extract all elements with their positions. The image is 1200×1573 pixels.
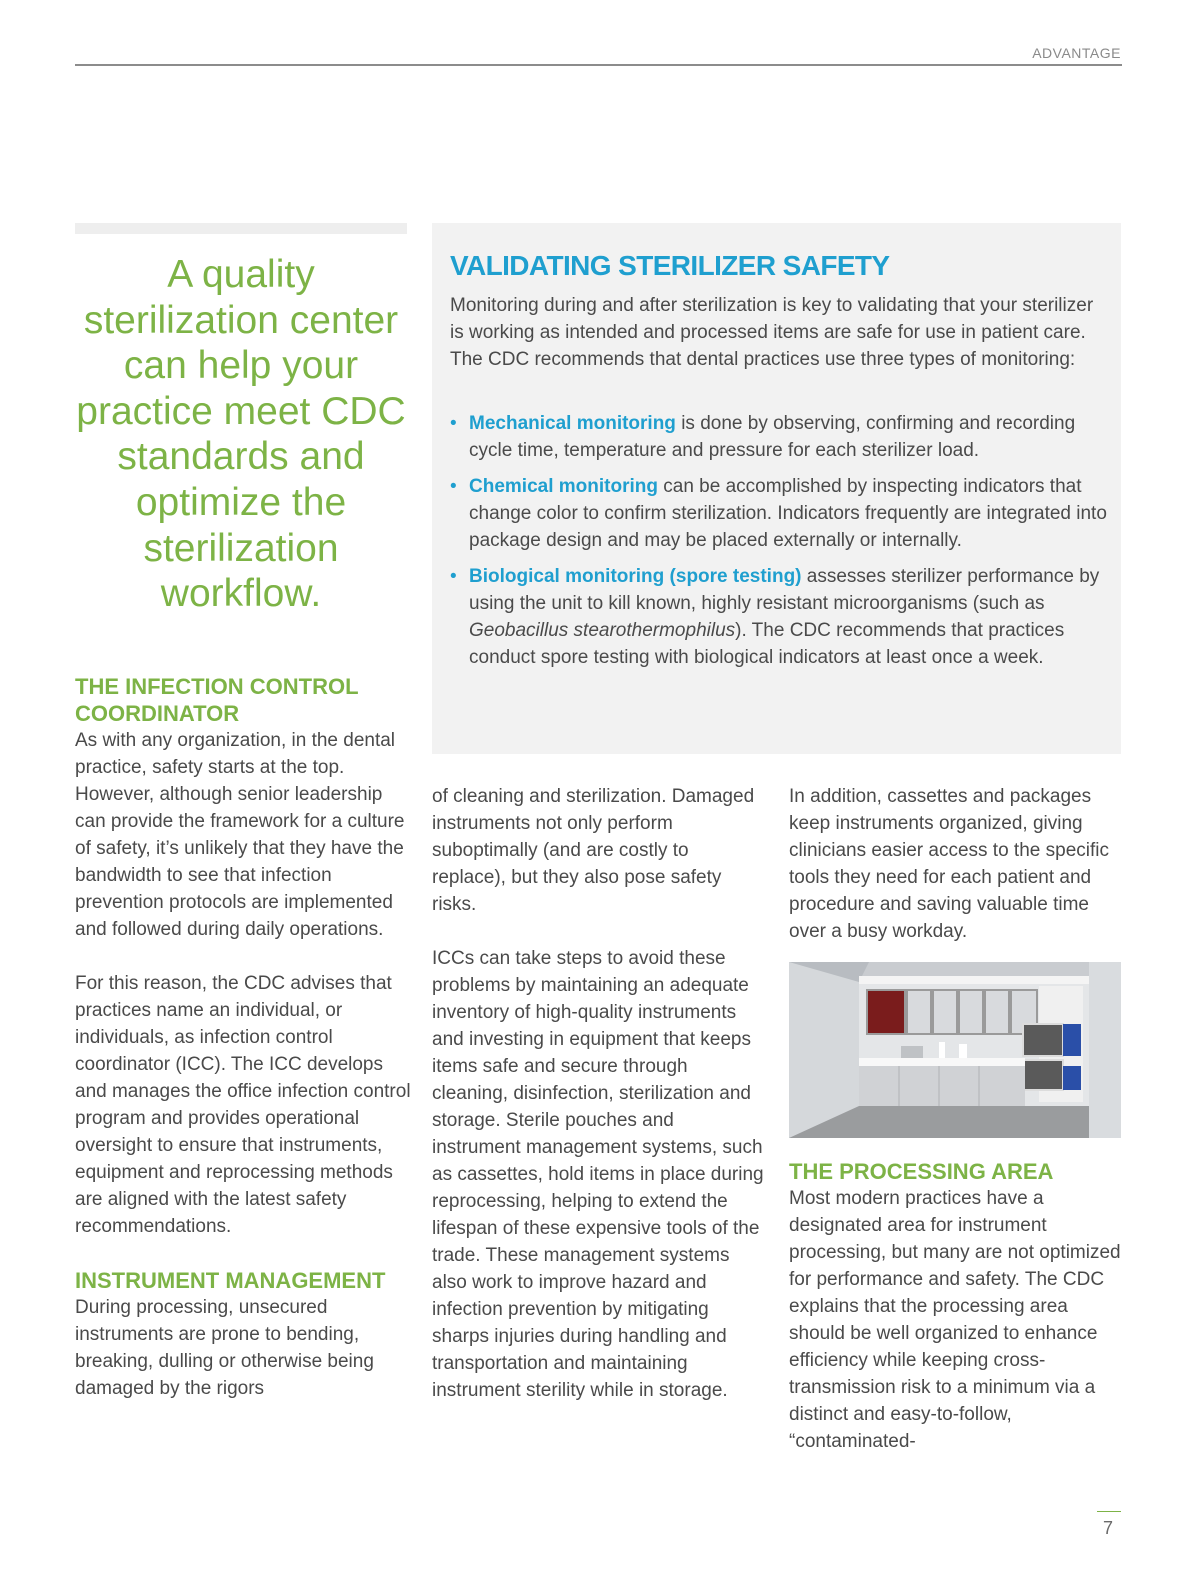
header-divider xyxy=(75,64,1122,66)
pull-quote: A quality sterilization center can help your practice meet CDC standards and optimize the sterilization workflow. xyxy=(76,253,406,616)
bullet-term: Mechanical monitoring xyxy=(469,413,676,434)
monitoring-list xyxy=(450,410,1112,680)
page-number: 7 xyxy=(1103,1518,1114,1538)
column-1 xyxy=(75,673,411,1402)
paragraph-spacer xyxy=(432,918,764,945)
column-3-bottom xyxy=(789,1158,1123,1455)
running-header: ADVANTAGE xyxy=(1032,45,1121,61)
bullet-icon: • xyxy=(450,413,457,434)
species-name: Geobacillus stearothermophilus xyxy=(469,620,736,641)
body-paragraph: In addition, cassettes and packages keep instruments organized, giving clinicians easier access to the specific tools they need for each patient and procedure and saving valuable time over a busy workday. xyxy=(789,786,1109,942)
body-paragraph: Most modern practices have a designated area for instrument processing, but many are not optimized for performance and safety. The CDC explains that the processing area should be well organized to enhance efficiency while keeping cross-transmission risk to a minimum via a distinct and easy-to-follow, “contaminated- xyxy=(789,1188,1121,1452)
callout-title: VALIDATING STERILIZER SAFETY xyxy=(450,250,890,281)
column-3-top xyxy=(789,783,1123,945)
bullet-icon: • xyxy=(450,476,457,497)
body-paragraph: For this reason, the CDC advises that practices name an individual, or individuals, as infection control coordinator (ICC). The ICC develops and manages the office infection control program and provides operational oversight to ensure that instruments, equipment and reprocessing methods are aligned with the latest safety recommendations. xyxy=(75,973,411,1237)
column-2 xyxy=(432,783,764,1404)
bullet-text: ). The CDC recommends that practices conduct spore testing with biological indicators at least once a week. xyxy=(469,620,1065,668)
processing-area-photo xyxy=(789,962,1121,1138)
bullet-text: is done by observing, confirming and recording cycle time, temperature and pressure for each sterilizer load. xyxy=(469,413,1076,461)
sterilizer-safety-callout xyxy=(432,223,1121,754)
callout-intro: Monitoring during and after sterilization is key to validating that your sterilizer is working as intended and processed items are safe for use in patient care. The CDC recommends that dental practices use three types of monitoring: xyxy=(450,295,1094,370)
bullet-text: assesses sterilizer performance by using the unit to kill known, highly resistant microorganisms (such as xyxy=(469,566,1100,614)
heading-processing-area: THE PROCESSING AREA xyxy=(789,1159,1054,1184)
list-item xyxy=(450,473,1112,554)
body-paragraph: During processing, unsecured instruments are prone to bending, breaking, dulling or otherwise being damaged by the rigors xyxy=(75,1297,374,1399)
paragraph-spacer xyxy=(75,943,411,970)
bullet-text: can be accomplished by inspecting indicators that change color to confirm sterilization. Indicators frequently are integrated into package design and may be placed externally or internally. xyxy=(469,476,1107,551)
section-spacer xyxy=(75,1240,411,1267)
heading-infection-control-coordinator: THE INFECTION CONTROL COORDINATOR xyxy=(75,674,359,726)
pull-quote-bar xyxy=(75,223,407,234)
bullet-term: Biological monitoring (spore testing) xyxy=(469,566,802,587)
list-item xyxy=(450,410,1112,464)
processing-room-illustration xyxy=(789,962,1121,1138)
body-paragraph: of cleaning and sterilization. Damaged instruments not only perform suboptimally (and are costly to replace), but they also pose safety risks. xyxy=(432,786,755,915)
page-number-rule xyxy=(1097,1511,1121,1512)
heading-instrument-management: INSTRUMENT MANAGEMENT xyxy=(75,1268,386,1293)
bullet-icon: • xyxy=(450,566,457,587)
bullet-term: Chemical monitoring xyxy=(469,476,658,497)
body-paragraph: As with any organization, in the dental practice, safety starts at the top. However, although senior leadership can provide the framework for a culture of safety, it’s unlikely that they have the bandwidth to see that infection prevention protocols are implemented and followed during daily operations. xyxy=(75,730,405,940)
body-paragraph: ICCs can take steps to avoid these problems by maintaining an adequate inventory of high-quality instruments and investing in equipment that keeps items safe and secure through cleaning, disinfection, sterilization and storage. Sterile pouches and instrument management systems, such as cassettes, hold items in place during reprocessing, helping to extend the lifespan of these expensive tools of the trade. These management systems also work to improve hazard and infection prevention by mitigating sharps injuries during handling and transportation and maintaining instrument sterility while in storage. xyxy=(432,948,764,1401)
list-item xyxy=(450,563,1112,671)
